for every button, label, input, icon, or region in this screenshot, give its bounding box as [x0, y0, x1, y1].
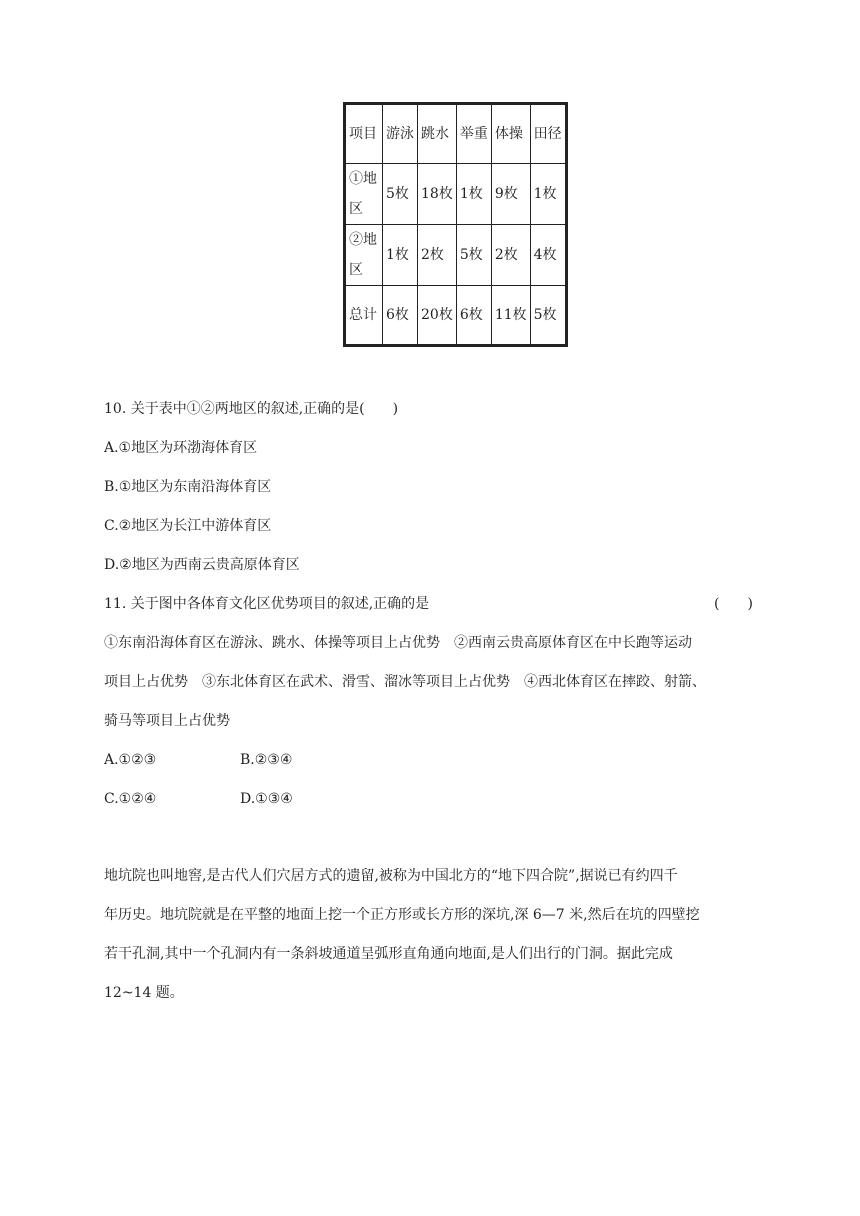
q11-answer-paren: ( )	[714, 596, 753, 612]
table-cell	[418, 225, 457, 286]
passage-line: 若干孔洞,其中一个孔洞内有一条斜坡通道呈弧形直角通向地面,是人们出行的门洞。据此完成	[104, 946, 673, 962]
cell-text: 6枚	[386, 307, 409, 323]
cell-text: 1枚	[533, 186, 557, 202]
cell-text: 4枚	[533, 247, 557, 263]
cell-text: 6枚	[459, 307, 483, 323]
q11-option-a: A.①②③	[104, 752, 157, 768]
cell-text: 18枚	[421, 186, 453, 202]
cell-text: 11枚	[494, 307, 527, 323]
q10-option-b: B.①地区为东南沿海体育区	[104, 479, 272, 495]
header-cell	[530, 104, 566, 164]
medal-table	[343, 102, 568, 347]
table-cell	[491, 286, 530, 346]
q11-option-c: C.①②④	[104, 791, 157, 807]
q11-option-b: B.②③④	[240, 752, 293, 768]
q11-statement-line: ①东南沿海体育区在游泳、跳水、体操等项目上占优势 ②西南云贵高原体育区在中长跑等运动	[104, 635, 692, 651]
cell-text: 20枚	[421, 307, 453, 323]
header-cell	[456, 104, 491, 164]
table-cell	[456, 286, 491, 346]
table-cell	[418, 164, 457, 225]
header-text: 田径	[533, 126, 562, 142]
row-label	[345, 164, 383, 225]
cell-text: 5枚	[459, 247, 483, 263]
table-cell	[530, 225, 566, 286]
cell-text: 2枚	[421, 247, 444, 263]
header-text: 跳水	[421, 126, 449, 142]
q10-option-a: A.①地区为环渤海体育区	[104, 440, 258, 456]
table-cell	[456, 164, 491, 225]
table-header-row	[345, 104, 567, 164]
passage-line: 年历史。地坑院就是在平整的地面上挖一个正方形或长方形的深坑,深 6—7 米,然后在坑的四壁挖	[104, 907, 700, 923]
table-cell	[530, 164, 566, 225]
table-cell	[383, 286, 418, 346]
passage-line: 12~14 题。	[104, 985, 184, 1001]
cell-text: 9枚	[494, 186, 518, 202]
cell-text: 2枚	[494, 247, 518, 263]
row-label-text: ①地区	[349, 171, 377, 217]
row-label-text: ②地区	[349, 232, 377, 278]
header-text: 项目	[349, 126, 377, 142]
q11-statement-line: 项目上占优势 ③东北体育区在武术、滑雪、溜冰等项目上占优势 ④西北体育区在摔跤、射箭、	[104, 674, 706, 690]
header-label	[345, 104, 383, 164]
table-cell	[491, 225, 530, 286]
table-row	[345, 225, 567, 286]
row-label-text: 总计	[349, 307, 377, 323]
q10-option-c: C.②地区为长江中游体育区	[104, 518, 272, 534]
cell-text: 5枚	[386, 186, 409, 202]
table-cell	[456, 225, 491, 286]
cell-text: 5枚	[533, 307, 557, 323]
table-cell	[418, 286, 457, 346]
table-row	[345, 164, 567, 225]
question-10-stem: 10. 关于表中①②两地区的叙述,正确的是( )	[104, 401, 399, 417]
table-cell	[383, 164, 418, 225]
header-cell	[418, 104, 457, 164]
header-text: 游泳	[386, 126, 414, 142]
row-label	[345, 225, 383, 286]
table-cell	[530, 286, 566, 346]
header-cell	[383, 104, 418, 164]
cell-text: 1枚	[386, 247, 409, 263]
row-label	[345, 286, 383, 346]
q11-statement-line: 骑马等项目上占优势	[104, 713, 230, 729]
passage-line: 地坑院也叫地窖,是古代人们穴居方式的遗留,被称为中国北方的“地下四合院”,据说已有约四千	[104, 868, 678, 884]
header-text: 体操	[494, 126, 523, 142]
q11-option-d: D.①③④	[240, 791, 293, 807]
header-cell	[491, 104, 530, 164]
table-cell	[383, 225, 418, 286]
cell-text: 1枚	[459, 186, 483, 202]
header-text: 举重	[459, 126, 488, 142]
q10-option-d: D.②地区为西南云贵高原体育区	[104, 557, 300, 573]
table-row	[345, 286, 567, 346]
table-cell	[491, 164, 530, 225]
question-11-stem: 11. 关于图中各体育文化区优势项目的叙述,正确的是	[104, 596, 430, 612]
